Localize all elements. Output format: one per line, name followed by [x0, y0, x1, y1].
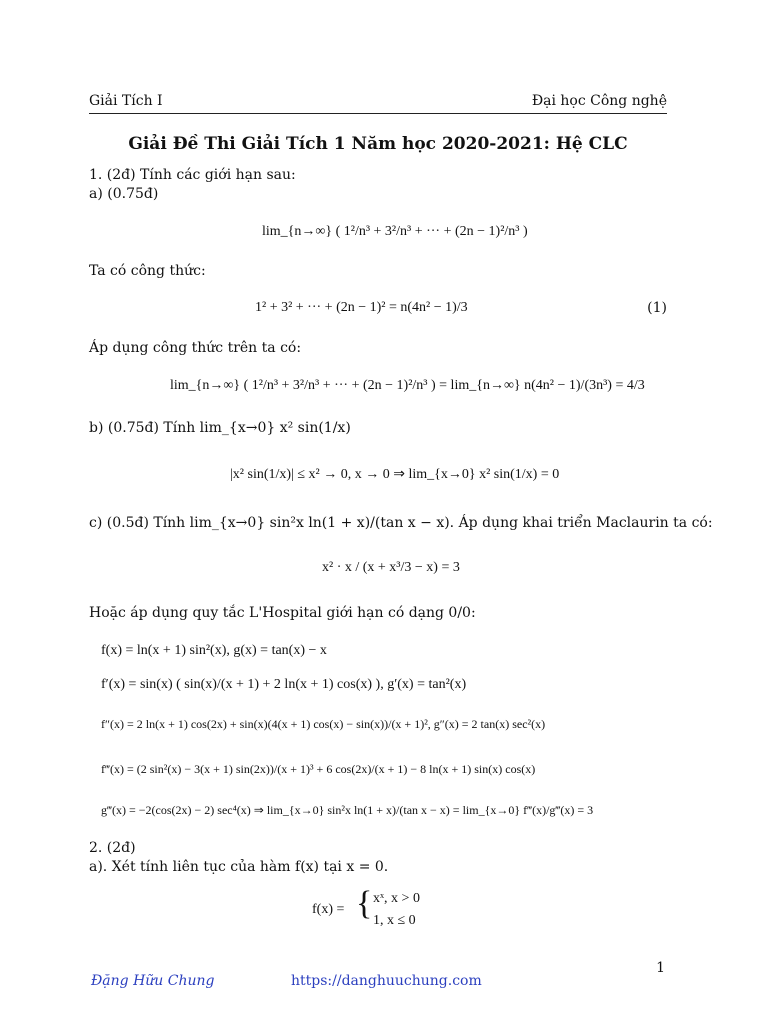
- formula-f-double-prime: f″(x) = 2 ln(x + 1) cos(2x) + sin(x)(4(x + 1) cos(x) − sin(x))/(x + 1)², g″(x) = 2 tan(x) sec²(x): [101, 717, 546, 731]
- header-left: Giải Tích I: [89, 93, 163, 109]
- formula-sum-identity: 1² + 3² + ··· + (2n − 1)² = n(4n² − 1)/3: [255, 300, 468, 315]
- formula-g-triple-prime: g‴(x) = −2(cos(2x) − 2) sec⁴(x) ⇒ lim_{x→0} sin²x ln(1 + x)/(tan x − x) = lim_{x→0} f‴(x)/g‴(x) = 3: [101, 803, 594, 817]
- formula-f-triple-prime: f‴(x) = (2 sin²(x) − 3(x + 1) sin(2x))/(x + 1)³ + 6 cos(2x)/(x + 1) − 8 ln(x + 1) sin(x) cos(x): [101, 762, 536, 776]
- question-1b: b) (0.75đ) Tính lim_{x→0} x² sin(1/x): [89, 420, 351, 436]
- page-number: 1: [656, 960, 665, 976]
- page-title: Giải Đề Thi Giải Tích 1 Năm học 2020-2021: Hệ CLC: [128, 134, 628, 154]
- formula-squeeze: |x² sin(1/x)| ≤ x² → 0, x → 0 ⇒ lim_{x→0} x² sin(1/x) = 0: [230, 467, 560, 482]
- formula-piecewise-case2: 1, x ≤ 0: [373, 913, 416, 928]
- brace-icon: {: [356, 885, 373, 922]
- formula-limit-result: lim_{n→∞} ( 1²/n³ + 3²/n³ + ··· + (2n − 1)²/n³ ) = lim_{n→∞} n(4n² − 1)/(3n³) = 4/3: [170, 378, 645, 393]
- equation-number: (1): [647, 300, 667, 316]
- header-rule: [89, 113, 667, 114]
- footer-author: Đặng Hữu Chung: [91, 973, 215, 989]
- formula-maclaurin: x² · x / (x + x³/3 − x) = 3: [322, 560, 460, 575]
- text-lhospital: Hoặc áp dụng quy tắc L'Hospital giới hạn có dạng 0/0:: [89, 605, 476, 621]
- question-2: 2. (2đ): [89, 840, 136, 856]
- header-right: Đại học Công nghệ: [531, 93, 667, 109]
- text-ta-co: Ta có công thức:: [89, 263, 206, 279]
- formula-piecewise-case1: xˣ, x > 0: [373, 891, 420, 906]
- formula-limit-sum: lim_{n→∞} ( 1²/n³ + 3²/n³ + ··· + (2n − 1)²/n³ ): [262, 224, 528, 239]
- formula-f-g: f(x) = ln(x + 1) sin²(x), g(x) = tan(x) − x: [101, 643, 327, 658]
- formula-piecewise-lhs: f(x) =: [312, 902, 345, 917]
- question-1a: a) (0.75đ): [89, 186, 159, 202]
- formula-f-prime: f′(x) = sin(x) ( sin(x)/(x + 1) + 2 ln(x + 1) cos(x) ), g′(x) = tan²(x): [101, 677, 467, 692]
- question-1: 1. (2đ) Tính các giới hạn sau:: [89, 167, 296, 183]
- footer-url-link[interactable]: https://danghuuchung.com: [291, 973, 482, 989]
- question-1c: c) (0.5đ) Tính lim_{x→0} sin²x ln(1 + x)/(tan x − x). Áp dụng khai triển Maclaurin ta có:: [89, 515, 713, 531]
- text-ap-dung: Áp dụng công thức trên ta có:: [89, 340, 302, 356]
- question-2a: a). Xét tính liên tục của hàm f(x) tại x = 0.: [89, 859, 389, 875]
